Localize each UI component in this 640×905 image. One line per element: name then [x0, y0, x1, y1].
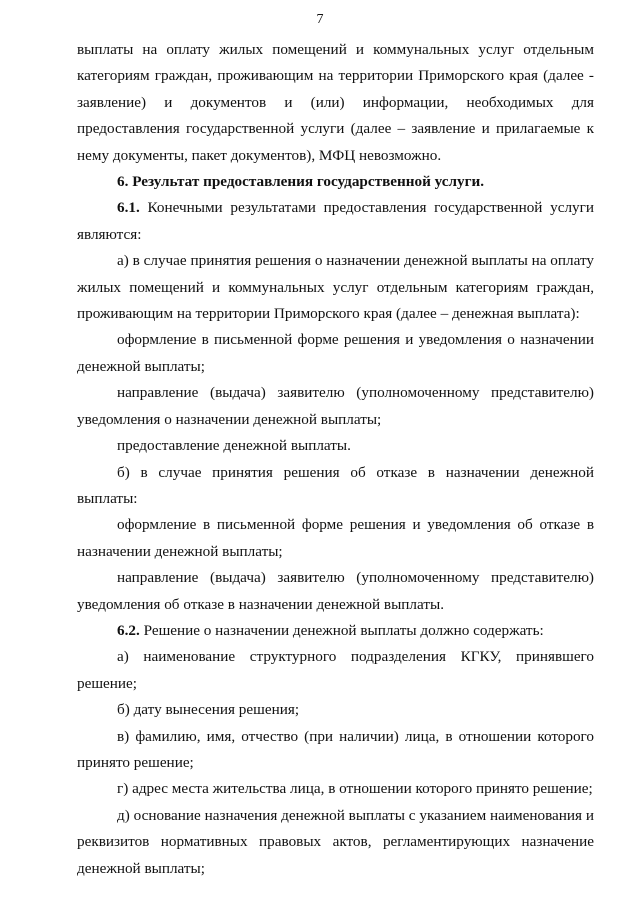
list-item-a: а) наименование структурного подразделения КГКУ, принявшего решение; — [77, 648, 594, 692]
paragraph-b-refusal: б) в случае принятия решения об отказе в назначении денежной выплаты: — [77, 463, 594, 507]
paragraph-refusal-notice: направление (выдача) заявителю (уполномоченному представителю) уведомления об отказе в назначении денежной выплаты. — [77, 569, 594, 613]
page-number: 7 — [316, 12, 324, 27]
clause-number-6-1: 6.1. — [117, 199, 140, 217]
list-item-v: в) фамилию, имя, отчество (при наличии) лица, в отношении которого принято решение; — [77, 727, 594, 771]
paragraph-6-2 — [77, 618, 594, 644]
paragraph-6-1 — [77, 195, 594, 248]
list-item-b: б) дату вынесения решения; — [117, 701, 300, 719]
paragraph-grant-notice: направление (выдача) заявителю (уполномоченному представителю) уведомления о назначении денежной выплаты; — [77, 384, 594, 428]
paragraph-6-2-text: Решение о назначении денежной выплаты должно содержать: — [143, 621, 544, 639]
section-heading: 6. Результат предоставления государственной услуги. — [117, 173, 485, 191]
clause-number-6-2: 6.2. — [117, 621, 140, 639]
list-item-g: г) адрес места жительства лица, в отношении которого принято решение; — [117, 780, 593, 798]
paragraph-a-grant: а) в случае принятия решения о назначении денежной выплаты на оплату жилых помещений и коммунальных услуг отдельным категориям граждан, проживающим на территории Приморского края (далее – денежная выплата): — [77, 252, 594, 323]
paragraph-grant-decision: оформление в письменной форме решения и уведомления о назначении денежной выплаты; — [77, 331, 594, 375]
paragraph-grant-payment: предоставление денежной выплаты. — [117, 437, 351, 455]
paragraph-6-1-text: Конечными результатами предоставления государственной услуги являются: — [77, 199, 595, 243]
document-body — [77, 37, 594, 882]
paragraph-refusal-decision: оформление в письменной форме решения и уведомления об отказе в назначении денежной выплаты; — [77, 516, 594, 560]
list-item-d: д) основание назначения денежной выплаты с указанием наименования и реквизитов нормативных правовых актов, регламентирующих назначение денежной выплаты; — [77, 806, 594, 877]
paragraph-continuation: выплаты на оплату жилых помещений и коммунальных услуг отдельным категориям граждан, проживающим на территории Приморского края (далее - заявление) и документов и (или) информации, необходимых для предоставления государственной услуги (далее – заявление и прилагаемые к нему документы, пакет документов), МФЦ невозможно. — [77, 41, 594, 164]
